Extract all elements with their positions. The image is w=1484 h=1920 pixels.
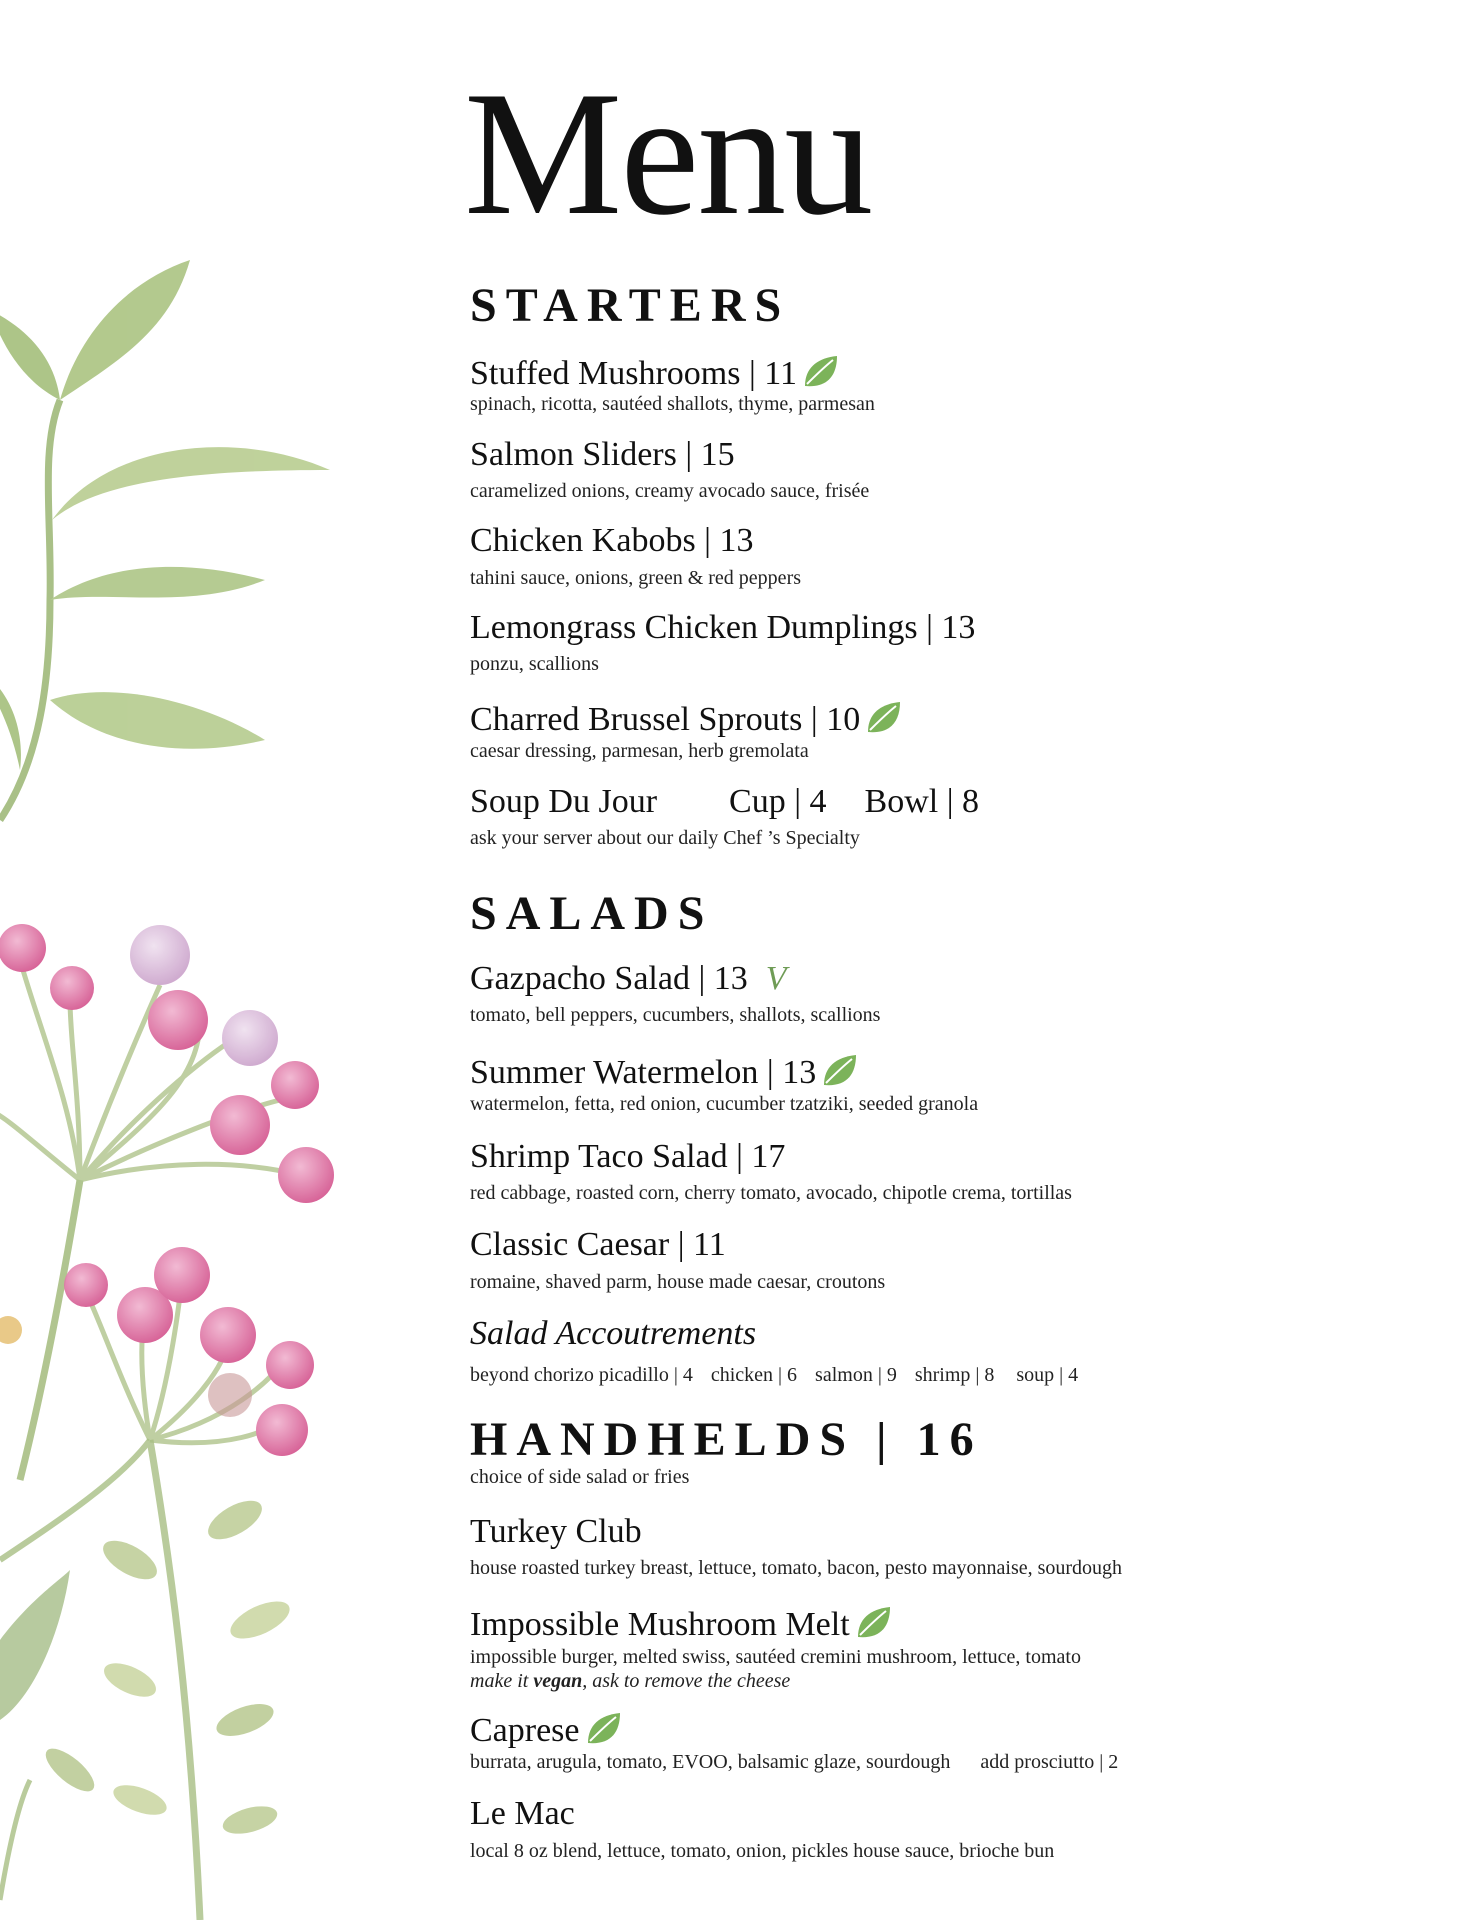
item-description: red cabbage, roasted corn, cherry tomato, avocado, chipotle crema, tortillas <box>470 1182 1072 1204</box>
item-description: spinach, ricotta, sautéed shallots, thyme, parmesan <box>470 393 875 415</box>
menu-item-le-mac <box>470 1797 575 1831</box>
item-name: Charred Brussel Sprouts | 10 <box>470 701 861 738</box>
item-name: Lemongrass Chicken Dumplings | 13 <box>470 609 976 646</box>
item-name: Shrimp Taco Salad | 17 <box>470 1138 786 1175</box>
accoutrement-option: shrimp | 8 <box>914 1364 995 1386</box>
menu-item-salmon-sliders <box>470 438 735 472</box>
menu-item-brussel-sprouts <box>470 698 904 738</box>
item-name: Impossible Mushroom Melt <box>470 1606 850 1643</box>
caprese-addon: add prosciutto | 2 <box>980 1751 1119 1773</box>
leaf-icon <box>864 698 904 738</box>
leaf-branch-icon <box>0 260 330 820</box>
vegan-mark: V <box>765 960 787 997</box>
item-description: house roasted turkey breast, lettuce, tomato, bacon, pesto mayonnaise, sourdough <box>470 1557 1123 1579</box>
item-description: watermelon, fetta, red onion, cucumber tzatziki, seeded granola <box>470 1093 979 1115</box>
item-description: impossible burger, melted swiss, sautéed cremini mushroom, lettuce, tomato <box>470 1646 1081 1668</box>
item-description: ask your server about our daily Chef ’s Specialty <box>470 827 860 849</box>
item-description: burrata, arugula, tomato, EVOO, balsamic glaze, sourdough add prosciutto | 2 <box>470 1751 1119 1773</box>
menu-item-chicken-kabobs <box>470 524 754 558</box>
item-description: caesar dressing, parmesan, herb gremolata <box>470 740 809 762</box>
menu-item-turkey-club <box>470 1515 642 1549</box>
leaf-icon <box>801 352 841 392</box>
accoutrement-option: chicken | 6 <box>710 1364 798 1386</box>
botanical-illustration <box>0 0 340 1920</box>
item-name: Salmon Sliders | 15 <box>470 436 735 473</box>
menu-item-classic-caesar <box>470 1228 726 1262</box>
leaf-icon <box>584 1709 624 1749</box>
handhelds-note: choice of side salad or fries <box>470 1466 690 1488</box>
item-description: local 8 oz blend, lettuce, tomato, onion, pickles house sauce, brioche bun <box>470 1840 1055 1862</box>
item-name: Gazpacho Salad | 13 <box>470 960 748 997</box>
item-name: Soup Du Jour <box>470 783 658 820</box>
leaf-icon <box>820 1051 860 1091</box>
item-name: Caprese <box>470 1712 580 1749</box>
item-name: Turkey Club <box>470 1513 642 1550</box>
salad-accoutrements-title: Salad Accoutrements <box>470 1315 757 1352</box>
accoutrement-option: beyond chorizo picadillo | 4 <box>470 1364 693 1386</box>
item-description: romaine, shaved parm, house made caesar, croutons <box>470 1271 886 1293</box>
menu-item-lemongrass-dumplings <box>470 611 975 645</box>
item-name: Stuffed Mushrooms | 11 <box>470 355 797 392</box>
accoutrement-option: salmon | 9 <box>815 1364 897 1386</box>
section-heading-salads: SALADS <box>470 887 714 940</box>
section-heading-starters: STARTERS <box>470 279 791 332</box>
menu-item-stuffed-mushrooms <box>470 352 841 392</box>
leaf-icon <box>854 1603 894 1643</box>
salad-accoutrements-options <box>470 1365 1078 1385</box>
menu-title: Menu <box>464 54 872 252</box>
menu-item-shrimp-taco-salad <box>470 1140 785 1174</box>
item-name: Summer Watermelon | 13 <box>470 1054 817 1091</box>
item-description: caramelized onions, creamy avocado sauce, frisée <box>470 480 870 502</box>
soup-bowl-price: Bowl | 8 <box>864 783 979 820</box>
item-description: ponzu, scallions <box>470 653 599 675</box>
vegan-note: make it vegan, ask to remove the cheese <box>470 1670 791 1692</box>
menu-item-impossible-mushroom-melt <box>470 1603 894 1643</box>
accoutrement-option: soup | 4 <box>1016 1364 1079 1386</box>
flower-icon <box>0 924 334 1480</box>
menu-item-caprese <box>470 1709 624 1749</box>
leaf-branch-icon <box>0 1440 295 1920</box>
item-name: Chicken Kabobs | 13 <box>470 522 754 559</box>
menu-item-summer-watermelon <box>470 1051 860 1091</box>
item-name: Le Mac <box>470 1795 575 1832</box>
item-name: Classic Caesar | 11 <box>470 1226 726 1263</box>
vegan-word: vegan <box>533 1670 583 1692</box>
menu-item-soup-du-jour <box>470 785 979 819</box>
soup-cup-price: Cup | 4 <box>729 783 827 820</box>
menu-item-gazpacho-salad <box>470 962 787 996</box>
item-description: tahini sauce, onions, green & red peppers <box>470 567 802 589</box>
item-description: tomato, bell peppers, cucumbers, shallots, scallions <box>470 1004 881 1026</box>
section-heading-handhelds: HANDHELDS | 16 <box>470 1413 983 1466</box>
